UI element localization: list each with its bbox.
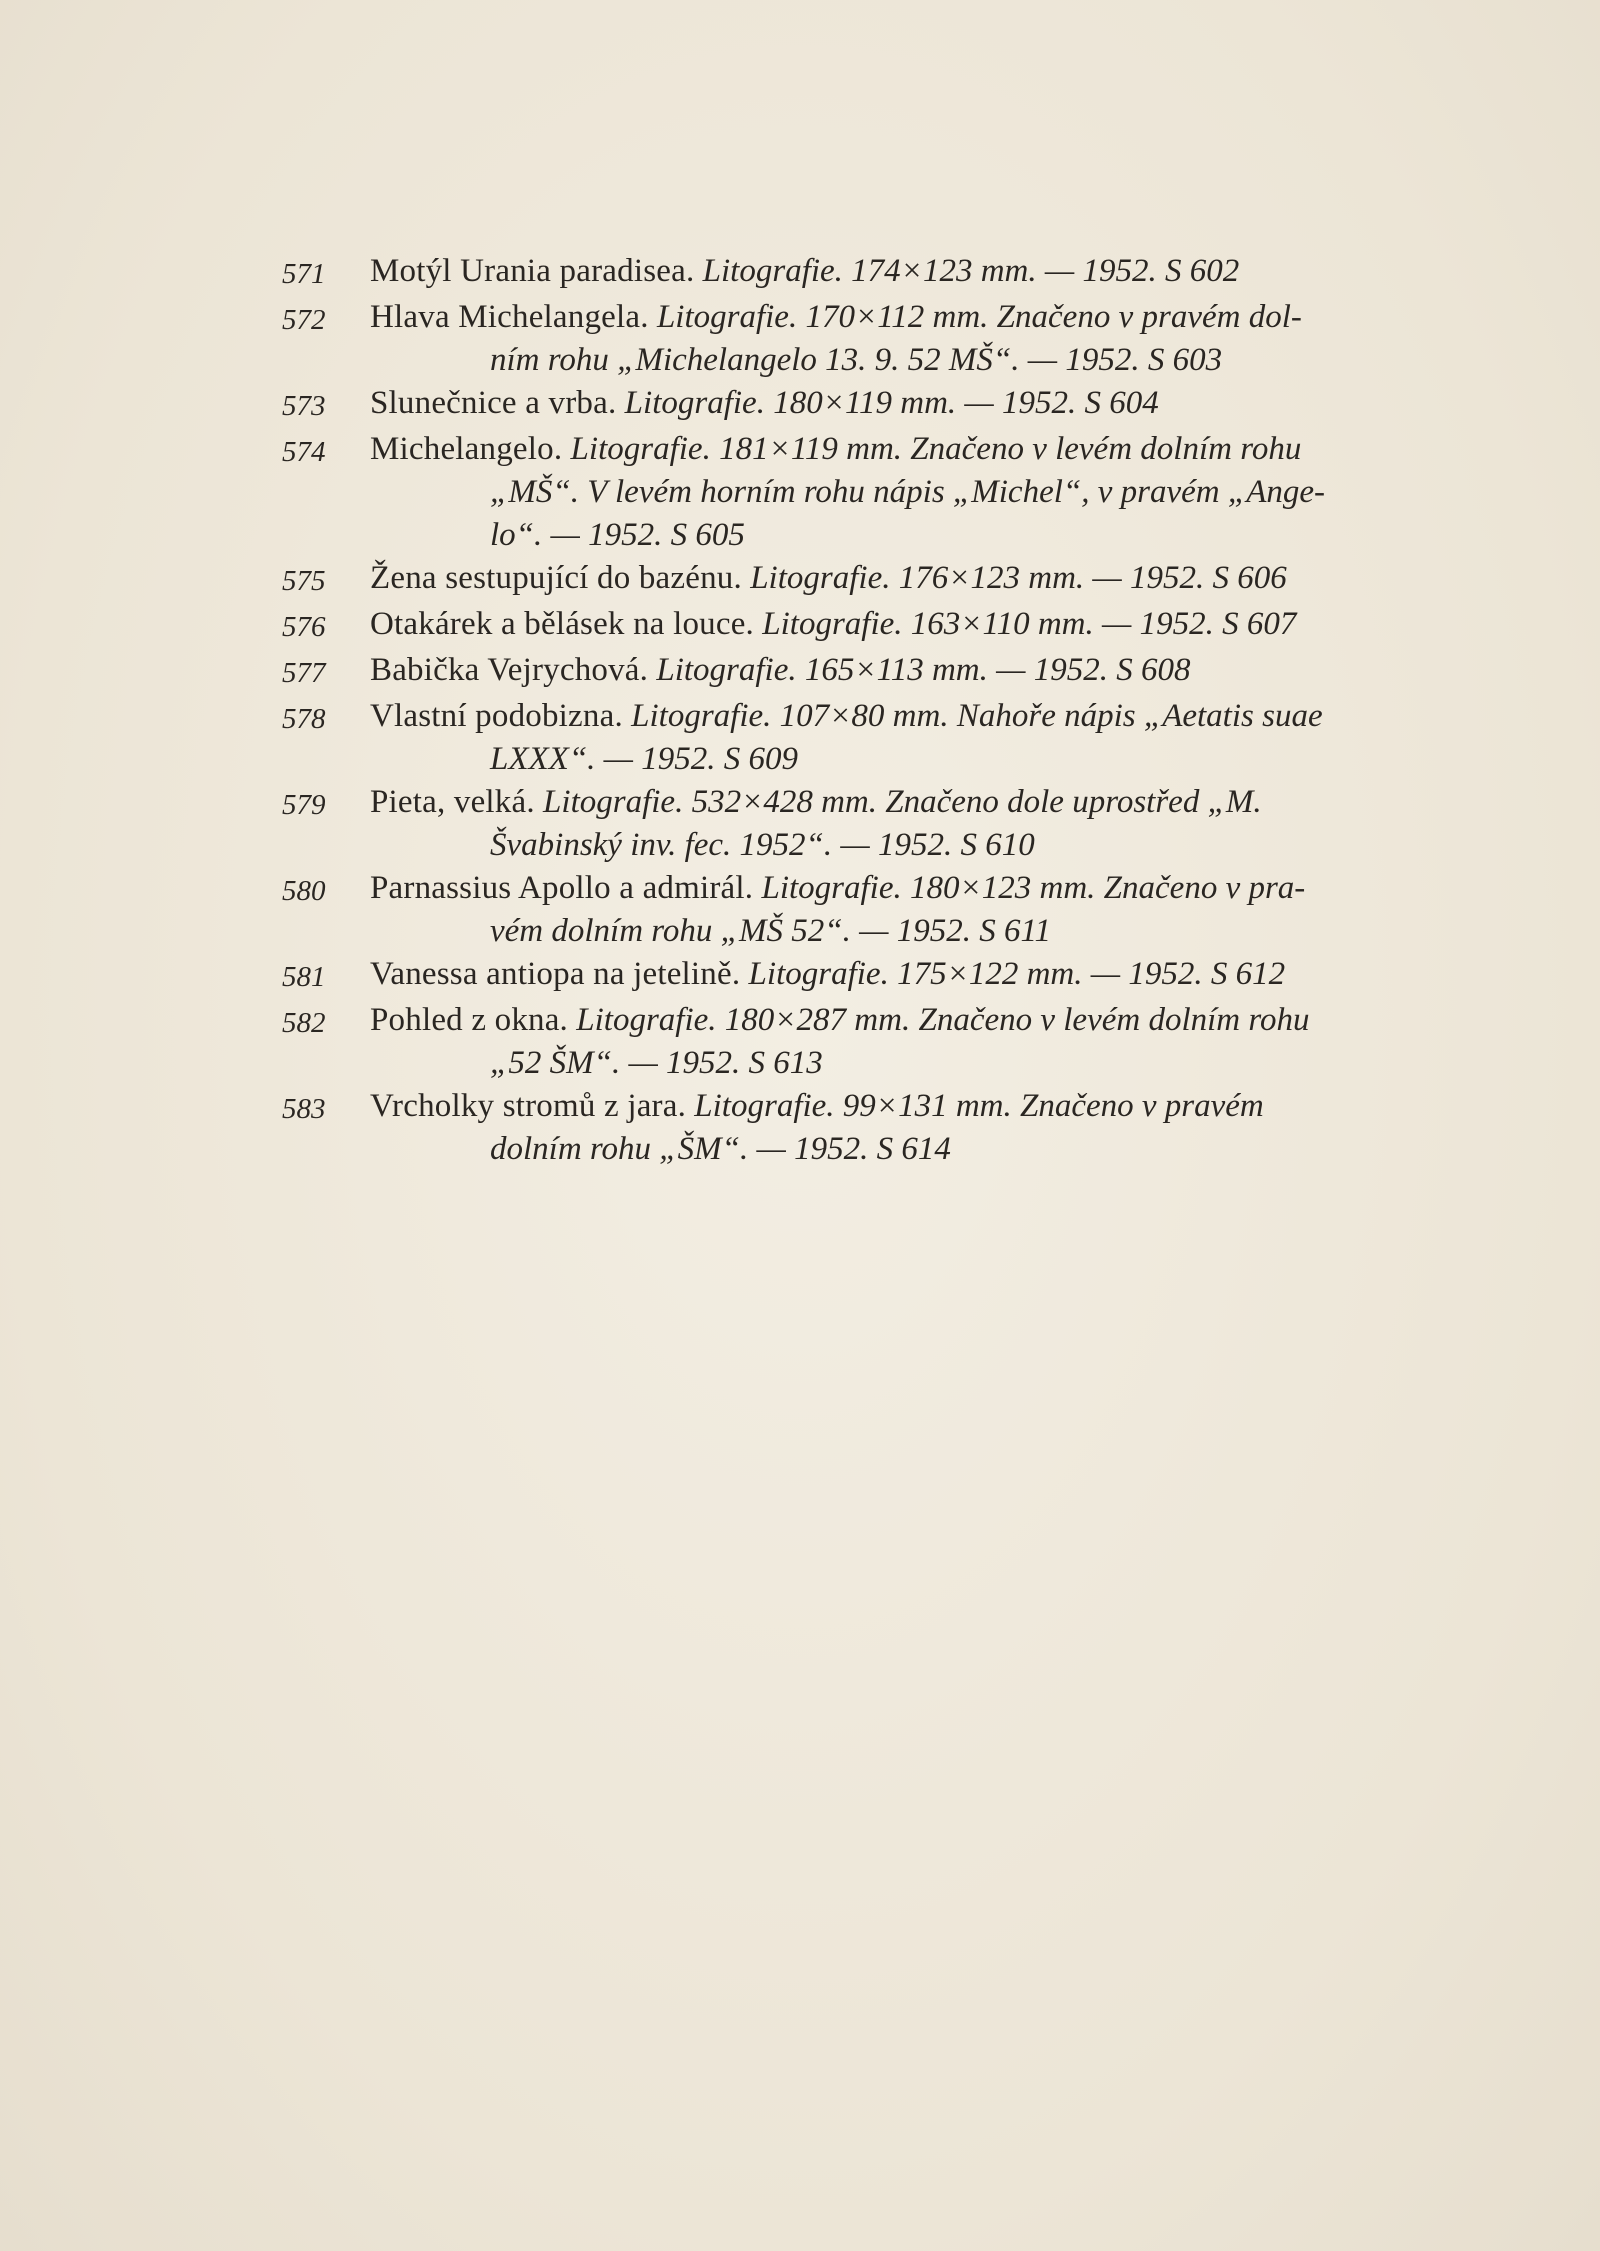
entry-title: Pieta, velká.: [370, 784, 535, 820]
entry-description: Litografie. 170×112 mm. Značeno v pravém dol-: [648, 299, 1302, 335]
entry-title: Michelangelo.: [370, 431, 563, 467]
entry-number: 582: [282, 1007, 326, 1039]
entry-title: Vrcholky stromů z jara.: [370, 1088, 687, 1124]
entry-number: 579: [282, 789, 326, 821]
entry-description: Litografie. 99×131 mm. Značeno v pravém: [686, 1088, 1264, 1124]
catalog-entry: [282, 649, 1492, 695]
entry-number: 571: [282, 258, 326, 290]
catalog-entry: [282, 867, 1492, 953]
entry-title: Vlastní podobizna.: [370, 698, 623, 734]
catalog-entry: [282, 557, 1492, 603]
entry-number: 578: [282, 703, 326, 735]
entry-title: Otakárek a bělásek na louce.: [370, 606, 754, 642]
entry-description: Litografie. 174×123 mm. — 1952. S 602: [694, 253, 1240, 289]
catalog-entry: [282, 781, 1492, 867]
catalog-list: [282, 250, 1492, 1171]
entry-description-continued: dolním rohu „ŠM“. — 1952. S 614: [490, 1131, 951, 1167]
entry-description-continued: LXXX“. — 1952. S 609: [490, 741, 799, 777]
catalog-entry: [282, 999, 1492, 1085]
entry-description-continued: „52 ŠM“. — 1952. S 613: [490, 1045, 823, 1081]
entry-title: Hlava Michelangela.: [370, 299, 649, 335]
entry-number: 577: [282, 657, 326, 689]
catalog-entry: [282, 296, 1492, 382]
entry-title: Pohled z okna.: [370, 1002, 569, 1038]
entry-number: 572: [282, 304, 326, 336]
catalog-entry: [282, 695, 1492, 781]
entry-description: Litografie. 175×122 mm. — 1952. S 612: [740, 956, 1286, 992]
entry-description: Litografie. 163×110 mm. — 1952. S 607: [754, 606, 1297, 642]
entry-number: 575: [282, 565, 326, 597]
entry-description: Litografie. 180×123 mm. Značeno v pra-: [753, 870, 1306, 906]
entry-description: Litografie. 181×119 mm. Značeno v levém dolním rohu: [562, 431, 1302, 467]
entry-description: Litografie. 176×123 mm. — 1952. S 606: [741, 560, 1287, 596]
catalog-entry: [282, 953, 1492, 999]
entry-description-continued: lo“. — 1952. S 605: [490, 517, 745, 553]
catalog-entry: [282, 250, 1492, 296]
entry-number: 576: [282, 611, 326, 643]
entry-description: Litografie. 532×428 mm. Značeno dole uprostřed „M.: [534, 784, 1262, 820]
entry-description-continued: Švabinský inv. fec. 1952“. — 1952. S 610: [490, 827, 1035, 863]
entry-number: 580: [282, 875, 326, 907]
entry-description: Litografie. 180×119 mm. — 1952. S 604: [616, 385, 1159, 421]
entry-description-continued: „MŠ“. V levém horním rohu nápis „Michel“, v pravém „Ange-: [490, 474, 1326, 510]
catalog-entry: [282, 428, 1492, 557]
catalog-entry: [282, 382, 1492, 428]
entry-number: 583: [282, 1093, 326, 1125]
catalog-entry: [282, 603, 1492, 649]
entry-number: 581: [282, 961, 326, 993]
entry-description-continued: vém dolním rohu „MŠ 52“. — 1952. S 611: [490, 913, 1051, 949]
entry-title: Parnassius Apollo a admirál.: [370, 870, 754, 906]
catalog-entry: [282, 1085, 1492, 1171]
entry-title: Vanessa antiopa na jetelině.: [370, 956, 741, 992]
entry-number: 574: [282, 436, 326, 468]
entry-title: Slunečnice a vrba.: [370, 385, 617, 421]
entry-description: Litografie. 107×80 mm. Nahoře nápis „Aetatis suae: [622, 698, 1323, 734]
entry-description: Litografie. 180×287 mm. Značeno v levém dolním rohu: [568, 1002, 1310, 1038]
entry-description: Litografie. 165×113 mm. — 1952. S 608: [648, 652, 1191, 688]
entry-title: Babička Vejrychová.: [370, 652, 649, 688]
entry-number: 573: [282, 390, 326, 422]
entry-title: Žena sestupující do bazénu.: [370, 560, 742, 596]
entry-description-continued: ním rohu „Michelangelo 13. 9. 52 MŠ“. — 1952. S 603: [490, 342, 1223, 378]
entry-title: Motýl Urania paradisea.: [370, 253, 695, 289]
